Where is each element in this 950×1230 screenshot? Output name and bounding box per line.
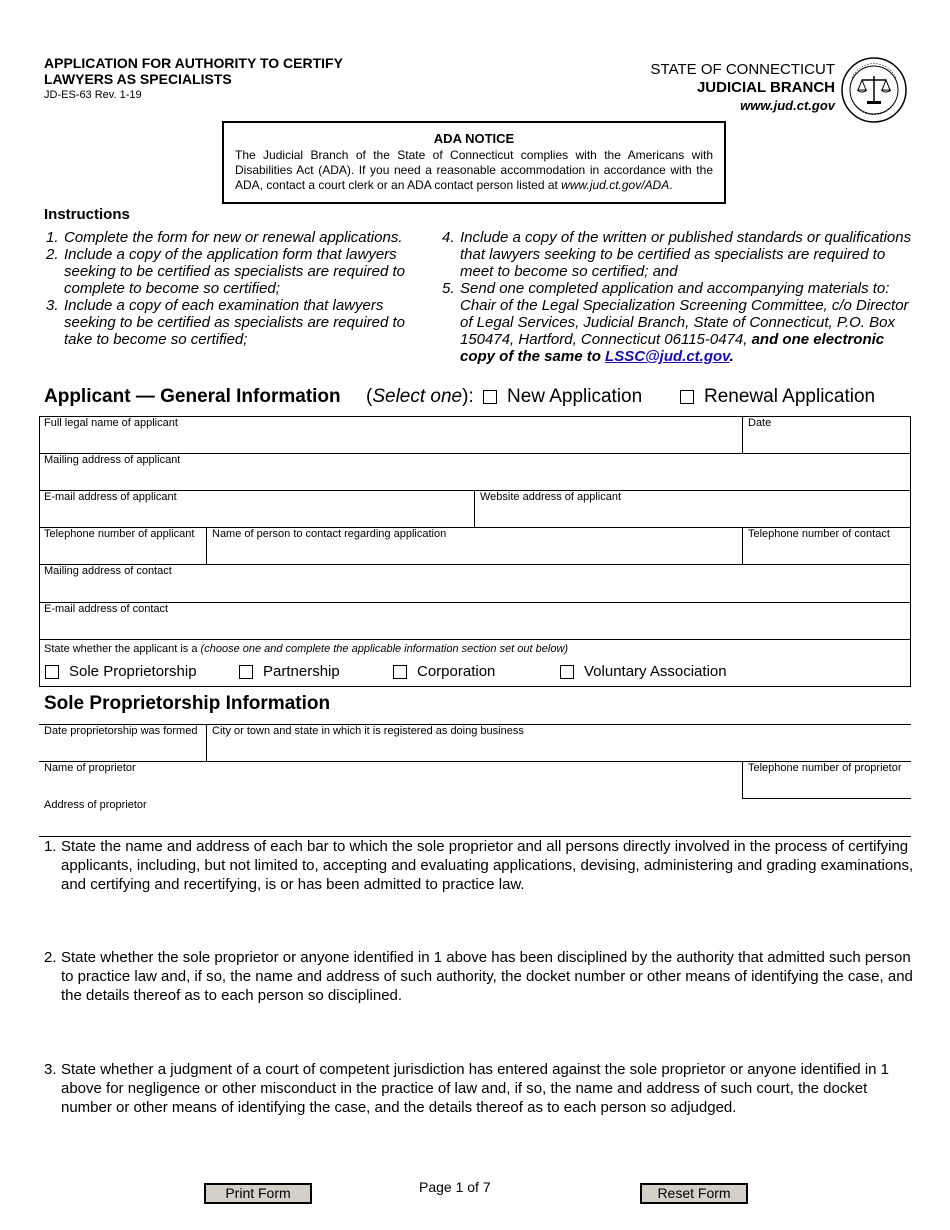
website-field[interactable] (480, 491, 621, 504)
question-1 (44, 837, 914, 894)
contact-telephone-label: Telephone number of contact (748, 528, 890, 540)
instruction-text: Complete the form for new or renewal applications. (64, 229, 403, 246)
full-name-field[interactable] (44, 417, 178, 430)
partnership-option[interactable] (239, 663, 340, 680)
instruction-item (442, 229, 917, 280)
instruction-electronic-copy: and one electronic copy of the same to (460, 331, 885, 365)
grid-line (39, 686, 911, 687)
renewal-application-label: Renewal Application (704, 386, 876, 407)
question-number: 1. (44, 838, 57, 855)
instruction-item (46, 246, 426, 297)
mailing-address-label: Mailing address of applicant (44, 454, 181, 466)
proprietor-name-field[interactable] (44, 762, 136, 775)
question-3 (44, 1060, 914, 1117)
entity-prompt-italic: (choose one and complete the applicable information section set out below) (200, 643, 569, 655)
proprietor-telephone-label: Telephone number of proprietor (748, 762, 902, 774)
sole-proprietorship-option[interactable] (45, 663, 197, 680)
instruction-item (46, 297, 426, 348)
instruction-number: 4. (442, 229, 455, 246)
ada-notice-title: ADA NOTICE (433, 131, 515, 146)
new-application-option[interactable] (483, 386, 642, 408)
sole-proprietorship-heading: Sole Proprietorship Information (44, 693, 331, 714)
grid-line (910, 416, 911, 687)
mailing-address-field[interactable] (44, 454, 180, 467)
sole-proprietorship-label: Sole Proprietorship (69, 663, 197, 680)
instruction-end: . (729, 348, 734, 365)
instruction-number: 3. (46, 297, 59, 314)
form-title-line2: LAWYERS AS SPECIALISTS (44, 71, 232, 87)
question-number: 2. (44, 949, 57, 966)
contact-name-field[interactable] (212, 528, 446, 541)
contact-telephone-field[interactable] (748, 528, 890, 541)
instruction-text: Include a copy of the written or published standards or qualifications that lawyers seeking to be certified as specialists are required to meet to become so certified; and (460, 229, 912, 280)
grid-line (742, 761, 743, 798)
reset-form-button[interactable]: Reset Form (640, 1183, 748, 1204)
partnership-checkbox[interactable] (239, 665, 253, 679)
grid-line (474, 490, 475, 527)
website-text: www.jud.ct.gov (740, 98, 835, 113)
instruction-text: Include a copy of the application form that lawyers seeking to be certified as specialists are required to complete to become so certified; (64, 246, 406, 297)
contact-email-field[interactable] (44, 603, 168, 616)
print-form-button[interactable]: Print Form (204, 1183, 312, 1204)
renewal-application-option[interactable] (680, 386, 875, 408)
grid-line (39, 416, 40, 687)
question-text: State the name and address of each bar to which the sole proprietor and all persons directly involved in the process of certifying applicants, including, but not limited to, accepting and evaluating applications, devising, administering and grading examinations, and certifying and recertifying, is or has been admitted to practice law. (61, 838, 914, 893)
page-number: Page 1 of 7 (419, 1179, 491, 1195)
telephone-field[interactable] (44, 528, 194, 541)
instructions-heading: Instructions (44, 206, 130, 223)
date-field[interactable] (748, 417, 771, 430)
grid-line (206, 527, 207, 564)
form-code: JD-ES-63 Rev. 1-19 (44, 89, 142, 101)
sole-proprietorship-checkbox[interactable] (45, 665, 59, 679)
question-2 (44, 948, 914, 1005)
instruction-number: 5. (442, 280, 455, 297)
grid-line (206, 724, 207, 761)
instructions-left-column (46, 229, 426, 348)
date-label: Date (748, 417, 772, 429)
contact-mailing-field[interactable] (44, 565, 172, 578)
branch-name: JUDICIAL BRANCH (696, 79, 835, 96)
grid-line (39, 602, 911, 603)
connecticut-judicial-seal-icon (840, 56, 908, 124)
form-title-line1: APPLICATION FOR AUTHORITY TO CERTIFY (44, 55, 343, 71)
corporation-label: Corporation (417, 663, 496, 680)
instruction-number: 2. (46, 246, 59, 263)
proprietor-address-label: Address of proprietor (44, 799, 147, 811)
voluntary-association-label: Voluntary Association (584, 663, 727, 680)
select-open: ( (366, 386, 373, 407)
renewal-application-checkbox[interactable] (680, 390, 694, 404)
email-field[interactable] (44, 491, 177, 504)
contact-mailing-label: Mailing address of contact (44, 565, 172, 577)
email-label: E-mail address of applicant (44, 491, 177, 503)
corporation-option[interactable] (393, 663, 495, 680)
question-text: State whether a judgment of a court of competent jurisdiction has entered against the sole proprietor or anyone identified in 1 above for negligence or other misconduct in the practice of law and, if so, the name and address of such court, the docket number or other means of identifying the case, and the details thereof as to each person so adjudged. (61, 1061, 890, 1116)
grid-line (742, 798, 911, 799)
lssc-email-link[interactable]: LSSC@jud.ct.gov (605, 348, 730, 365)
website-label: Website address of applicant (480, 491, 622, 503)
grid-line (39, 639, 911, 640)
full-name-label: Full legal name of applicant (44, 417, 178, 429)
contact-name-label: Name of person to contact regarding application (212, 528, 447, 540)
city-state-label: City or town and state in which it is registered as doing business (212, 725, 524, 737)
new-application-label: New Application (507, 386, 643, 407)
proprietor-address-field[interactable] (44, 799, 147, 812)
entity-prompt-text: State whether the applicant is a (44, 643, 201, 655)
instructions-right-column (442, 229, 917, 365)
partnership-label: Partnership (263, 663, 340, 680)
ada-notice-end: . (669, 178, 673, 192)
grid-line (742, 416, 743, 453)
proprietor-name-label: Name of proprietor (44, 762, 136, 774)
state-name: STATE OF CONNECTICUT (650, 61, 835, 78)
new-application-checkbox[interactable] (483, 390, 497, 404)
ada-notice-box (222, 121, 726, 204)
telephone-label: Telephone number of applicant (44, 528, 195, 540)
instruction-number: 1. (46, 229, 59, 246)
entity-type-prompt (44, 643, 568, 656)
proprietor-telephone-field[interactable] (748, 762, 901, 775)
form-title (44, 55, 343, 87)
grid-line (742, 527, 743, 564)
ada-link: www.jud.ct.gov/ADA (561, 178, 670, 192)
instruction-item (442, 280, 917, 365)
voluntary-association-option[interactable] (560, 663, 727, 680)
instruction-item (46, 229, 426, 246)
question-number: 3. (44, 1061, 57, 1078)
state-block (651, 61, 835, 115)
select-close: ): (462, 386, 474, 407)
select-one-text: Select one (372, 386, 463, 407)
city-state-field[interactable] (212, 725, 524, 738)
voluntary-association-checkbox[interactable] (560, 665, 574, 679)
instruction-text: Include a copy of each examination that lawyers seeking to be certified as specialists are required to take to become so certified; (64, 297, 406, 348)
date-formed-label: Date proprietorship was formed (44, 725, 198, 737)
contact-email-label: E-mail address of contact (44, 603, 169, 615)
select-one-label (366, 386, 474, 408)
question-text: State whether the sole proprietor or anyone identified in 1 above has been disciplined by the authority that admitted such person to practice law and, if so, the name and address of such authority, the docket number or other means of identifying the case, and the details thereof as to each person so disciplined. (61, 949, 913, 1004)
corporation-checkbox[interactable] (393, 665, 407, 679)
instruction-text: Send one completed application and accompanying materials to: Chair of the Legal Specialization Screening Committee, c/o Director of Legal Services, Judicial Branch, State of Connecticut, P.O. Box 150474, Hartford, Connecticut 06115-0474, (460, 280, 909, 348)
ada-notice-text: The Judicial Branch of the State of Connecticut complies with the Americans with Disabilities Act (ADA). If you need a reasonable accommodation in accordance with the ADA, contact a court clerk or an ADA contact person listed at (235, 148, 713, 192)
date-formed-field[interactable] (44, 725, 197, 738)
applicant-section-heading: Applicant — General Information (44, 386, 341, 407)
